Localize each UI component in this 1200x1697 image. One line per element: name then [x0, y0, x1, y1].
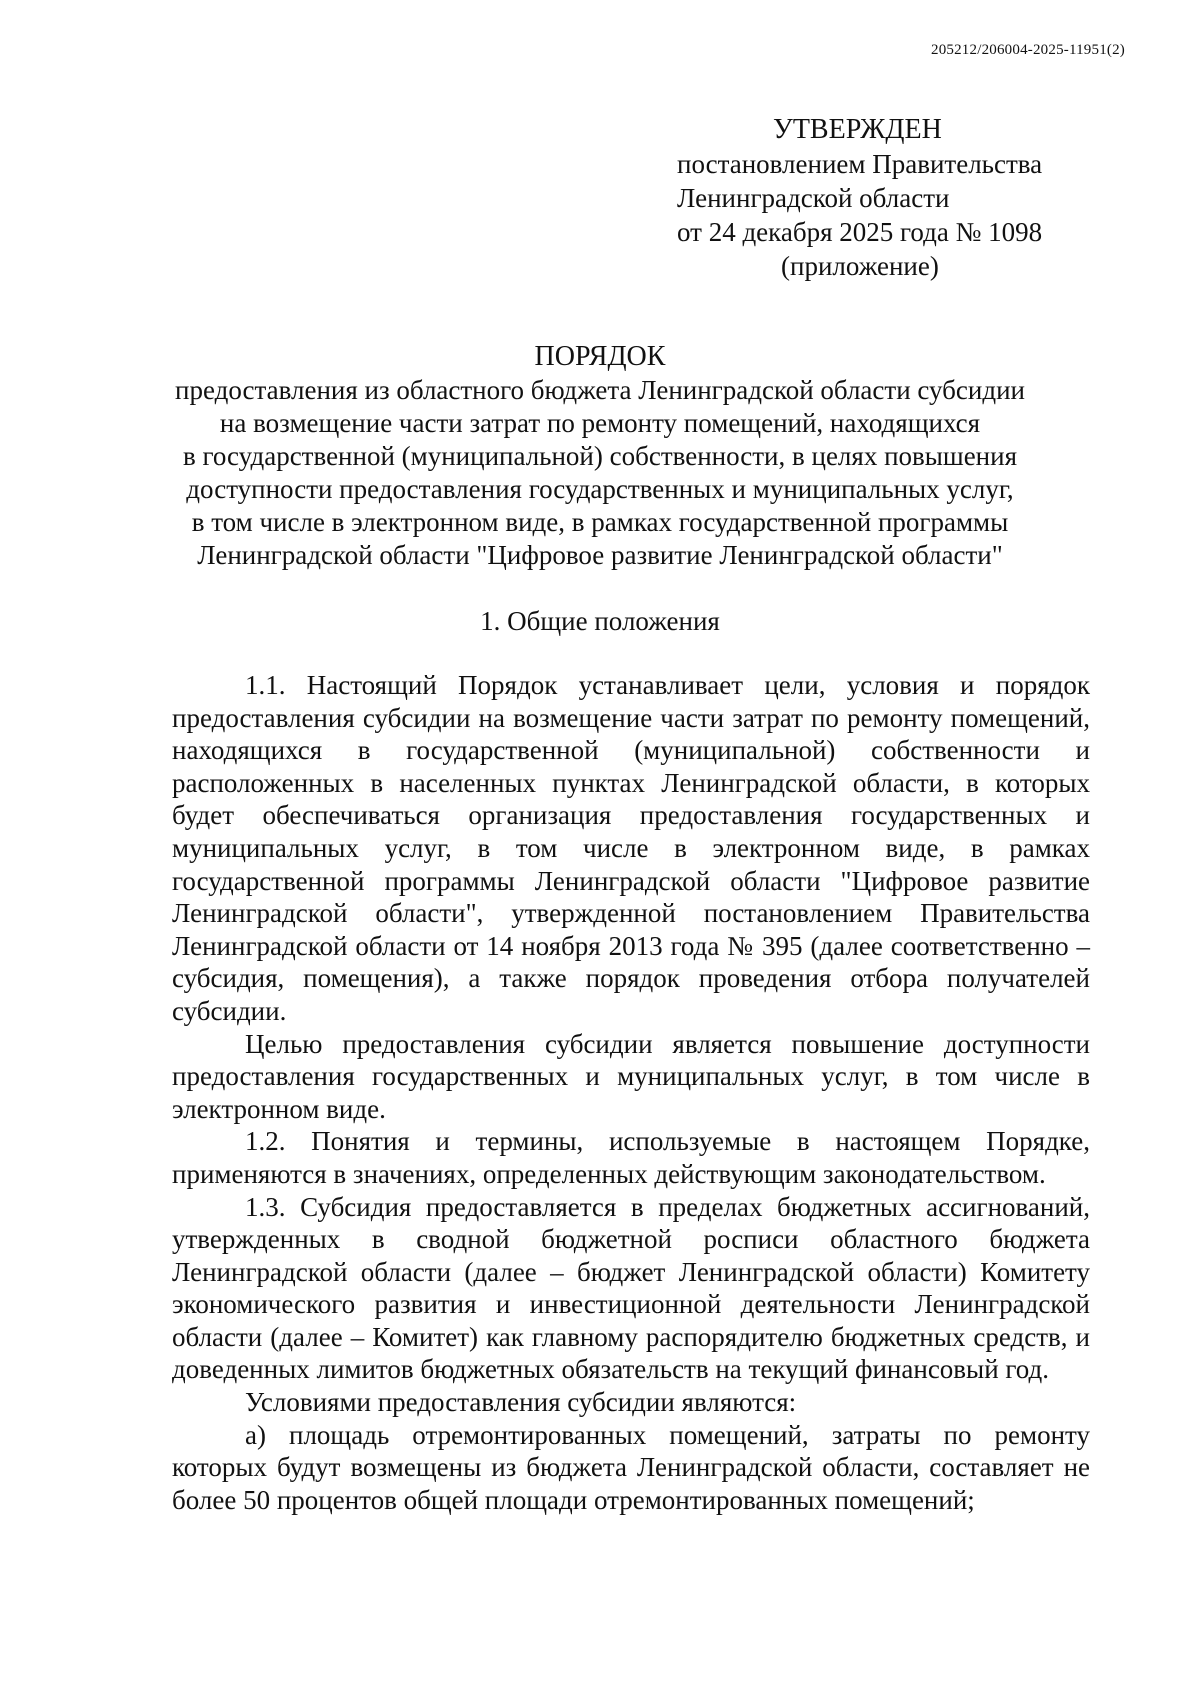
document-subtitle-line: на возмещение части затрат по ремонту помещений, находящихся — [219, 408, 981, 438]
document-subtitle-line: предоставления из областного бюджета Ленинградской области субсидии — [175, 375, 1025, 405]
approval-stamp — [677, 113, 1107, 283]
paragraph: Условиями предоставления субсидии являются: — [245, 1387, 797, 1418]
approval-line: от 24 декабря 2025 года № 1098 — [677, 217, 1043, 247]
document-body — [172, 669, 1090, 1516]
section-heading: 1. Общие положения — [480, 606, 720, 636]
approval-line: постановлением Правительства — [677, 149, 1043, 179]
approval-note: (приложение) — [781, 251, 939, 281]
paragraph: Целью предоставления субсидии является повышение доступности предоставления государственных и муниципальных услуг, в том числе в электронном виде. — [172, 1028, 1090, 1124]
document-id: 205212/206004-2025-11951(2) — [931, 42, 1125, 58]
paragraph: а) площадь отремонтированных помещений, затраты по ремонту которых будут возмещены из бюджета Ленинградской области, составляет не более 50 процентов общей площади отремонтированных помещений; — [172, 1419, 1090, 1515]
document-title-block — [120, 340, 1080, 572]
document-subtitle-line: в том числе в электронном виде, в рамках государственной программы — [191, 507, 1009, 537]
paragraph: 1.3. Субсидия предоставляется в пределах бюджетных ассигнований, утвержденных в сводной бюджетной росписи областного бюджета Ленинградской области (далее – бюджет Ленинградской области) Комитету экономического развития и инвестиционной деятельности Ленинградской области (далее – Комитет) как главному распорядителю бюджетных средств, и доведенных лимитов бюджетных обязательств на текущий финансовый год. — [172, 1191, 1090, 1385]
approval-title: УТВЕРЖДЕН — [773, 114, 942, 145]
paragraph: 1.2. Понятия и термины, используемые в настоящем Порядке, применяются в значениях, определенных действующим законодательством. — [172, 1126, 1090, 1189]
document-subtitle-line: доступности предоставления государственных и муниципальных услуг, — [186, 474, 1014, 504]
paragraph: 1.1. Настоящий Порядок устанавливает цели, условия и порядок предоставления субсидии на возмещение части затрат по ремонту помещений, находящихся в государственной (муниципальной) собственности и расположенных в населенных пунктах Ленинградской области, в которых будет обеспечиваться организация предоставления государственных и муниципальных услуг, в том числе в электронном виде, в рамках государственной программы Ленинградской области "Цифровое развитие Ленинградской области", утвержденной постановлением Правительства Ленинградской области от 14 ноября 2013 года № 395 (далее соответственно – субсидия, помещения), а также порядок проведения отбора получателей субсидии. — [172, 670, 1090, 1026]
document-subtitle-line: в государственной (муниципальной) собственности, в целях повышения — [182, 441, 1018, 471]
document-title: ПОРЯДОК — [534, 341, 666, 372]
approval-line: Ленинградской области — [677, 183, 950, 213]
document-subtitle-line: Ленинградской области "Цифровое развитие Ленинградской области" — [197, 540, 1003, 570]
